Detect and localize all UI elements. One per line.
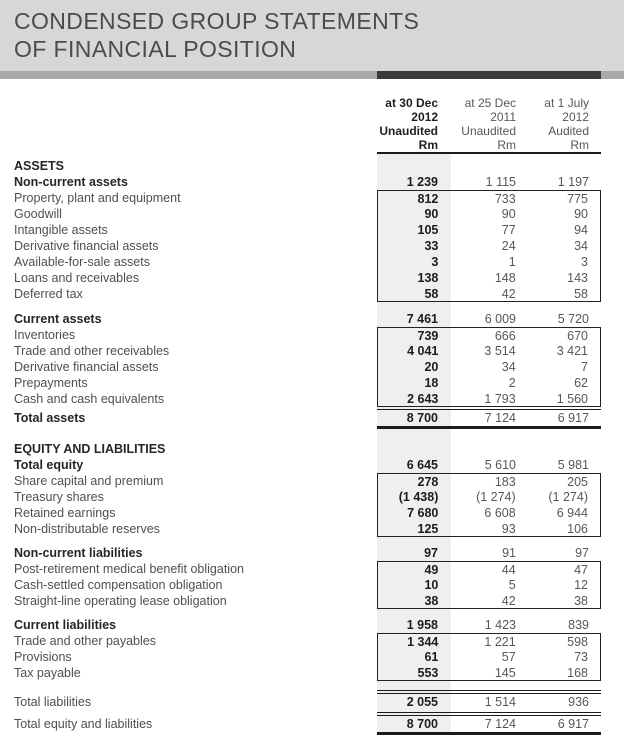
current-liabilities-group	[0, 633, 624, 681]
row-current-liabilities: Current liabilities 1 958 1 423 839	[0, 617, 624, 633]
val-col1: 18	[424, 376, 439, 390]
val-col2: 3 514	[484, 344, 516, 358]
val-col1: 8 700	[406, 717, 438, 731]
column-headers-rule	[377, 96, 601, 154]
val-col3: 6 917	[557, 717, 589, 731]
val-col2: 5	[508, 578, 516, 592]
accent-bar-gray-left	[0, 71, 377, 79]
page-title-line1: CONDENSED GROUP STATEMENTS	[14, 8, 420, 34]
val-col2: 1 221	[484, 634, 516, 649]
val-col1: 105	[417, 223, 439, 237]
val-col1: (1 438)	[398, 490, 439, 504]
val-col3: 3	[581, 255, 588, 269]
row-available-for-sale-assets: Available-for-sale assets 3 1 3	[0, 254, 624, 270]
rule-below-total-liabilities-1	[0, 712, 624, 713]
column-headers	[0, 79, 624, 154]
val-col2: 5 610	[484, 458, 516, 472]
val-col1: 553	[417, 665, 439, 680]
row-share-capital-and-premium: Share capital and premium 278 183 205	[0, 473, 624, 489]
val-col2: 44	[501, 562, 516, 577]
column-header-25dec2011: at 25 Dec 2011 Unaudited Rm	[461, 96, 516, 152]
val-col2: 42	[501, 286, 516, 301]
val-col2: 148	[494, 271, 516, 285]
row-total-liabilities: Total liabilities 2 055 1 514 936	[0, 694, 624, 710]
accent-bar-gray-right	[601, 71, 624, 79]
row-cash-and-cash-equivalents: Cash and cash equivalents 2 643 1 793 1 560	[0, 391, 624, 407]
val-col1: 33	[424, 239, 439, 253]
val-col3: 73	[574, 650, 588, 664]
val-col1: 97	[424, 546, 438, 560]
val-col3: 47	[574, 562, 588, 577]
val-col1: 58	[424, 286, 439, 301]
val-col3: 97	[575, 546, 589, 560]
row-trade-and-other-receivables: Trade and other receivables 4 041 3 514 3 421	[0, 343, 624, 359]
val-col3: 6 944	[556, 506, 588, 520]
column-header-30dec2012: at 30 Dec 2012 Unaudited Rm	[379, 96, 438, 152]
val-col1: 8 700	[406, 411, 438, 425]
val-col1: 2 643	[407, 391, 439, 406]
val-col1: 2 055	[406, 695, 438, 709]
val-col3: 1 197	[557, 175, 589, 189]
val-col1: 10	[424, 578, 439, 592]
val-col1: 49	[424, 562, 439, 577]
rule-below-total-assets	[0, 426, 624, 429]
val-col1: 812	[417, 191, 439, 206]
val-col2: 1 115	[485, 175, 516, 189]
row-non-current-liabilities: Non-current liabilities 97 91 97	[0, 545, 624, 561]
accent-bar	[0, 71, 624, 79]
val-col2: (1 274)	[476, 490, 516, 504]
val-col3: 12	[574, 578, 588, 592]
section-heading-equity-and-liabilities: EQUITY AND LIABILITIES	[14, 442, 166, 456]
val-col3: 5 981	[557, 458, 589, 472]
current-assets-group	[0, 327, 624, 407]
row-total-assets: Total assets 8 700 7 124 6 917	[0, 410, 624, 426]
val-col3: 670	[567, 328, 588, 343]
val-col3: 90	[574, 207, 588, 221]
val-col2: 57	[501, 650, 516, 664]
val-col3: 168	[567, 665, 588, 680]
row-prepayments: Prepayments 18 2 62	[0, 375, 624, 391]
val-col2: 733	[494, 191, 516, 206]
row-deferred-tax: Deferred tax 58 42 58	[0, 286, 624, 302]
val-col2: 34	[501, 360, 516, 374]
val-col2: 93	[501, 521, 516, 536]
val-col3: 38	[574, 593, 588, 608]
val-col2: 24	[501, 239, 516, 253]
rule-above-total-liabilities-1	[0, 690, 624, 691]
val-col2: 1 423	[484, 618, 516, 632]
val-col3: 839	[568, 618, 589, 632]
val-col1: 7 680	[407, 506, 439, 520]
val-col1: 3	[431, 255, 439, 269]
val-col1: 138	[417, 271, 439, 285]
row-straight-line-operating-lease-obligation: Straight-line operating lease obligation 38 42 38	[0, 593, 624, 609]
row-non-distributable-reserves: Non-distributable reserves 125 93 106	[0, 521, 624, 537]
val-col3: 143	[567, 271, 588, 285]
val-col1: 1 958	[406, 618, 438, 632]
row-cash-settled-compensation-obligation: Cash-settled compensation obligation 10 5 12	[0, 577, 624, 593]
val-col3: 598	[567, 634, 588, 649]
val-col1: 4 041	[407, 344, 439, 358]
val-col3: (1 274)	[548, 490, 588, 504]
val-col2: 42	[501, 593, 516, 608]
val-col2: 91	[502, 546, 516, 560]
val-col3: 775	[567, 191, 588, 206]
val-col2: 666	[494, 328, 516, 343]
val-col2: 90	[501, 207, 516, 221]
val-col1: 90	[424, 207, 439, 221]
val-col3: 58	[574, 286, 588, 301]
val-col2: 7 124	[484, 411, 516, 425]
equity-group	[0, 473, 624, 537]
val-col3: 3 421	[556, 344, 588, 358]
val-col3: 7	[581, 360, 588, 374]
accent-bar-dark	[377, 71, 601, 79]
val-col3: 62	[574, 376, 588, 390]
row-property-plant-equipment: Property, plant and equipment 812 733 775	[0, 190, 624, 206]
val-col1: 38	[424, 593, 439, 608]
val-col2: 1 793	[484, 391, 516, 406]
page-title-band	[0, 0, 624, 71]
val-col2: 7 124	[484, 717, 516, 731]
val-col2: 6 009	[484, 312, 516, 326]
row-post-retirement-medical-benefit-obligation: Post-retirement medical benefit obligation 49 44 47	[0, 561, 624, 577]
val-col2: 6 608	[484, 506, 516, 520]
val-col3: 936	[568, 695, 589, 709]
row-tax-payable: Tax payable 553 145 168	[0, 665, 624, 681]
val-col3: 6 917	[557, 411, 589, 425]
statement-table	[0, 79, 624, 738]
val-col2: 1 514	[484, 695, 516, 709]
val-col2: 145	[494, 665, 516, 680]
val-col1: 6 645	[406, 458, 438, 472]
row-retained-earnings: Retained earnings 7 680 6 608 6 944	[0, 505, 624, 521]
row-trade-and-other-payables: Trade and other payables 1 344 1 221 598	[0, 633, 624, 649]
val-col1: 1 239	[406, 175, 438, 189]
row-inventories: Inventories 739 666 670	[0, 327, 624, 343]
row-goodwill: Goodwill 90 90 90	[0, 206, 624, 222]
row-total-equity: Total equity 6 645 5 610 5 981	[0, 457, 624, 473]
row-current-assets: Current assets 7 461 6 009 5 720	[0, 311, 624, 327]
row-non-current-assets: Non-current assets 1 239 1 115 1 197	[0, 174, 624, 190]
val-col3: 106	[567, 521, 588, 536]
val-col2: 1	[508, 255, 516, 269]
section-heading-assets: ASSETS	[14, 159, 65, 173]
val-col3: 1 560	[556, 391, 588, 406]
val-col1: 20	[424, 360, 439, 374]
val-col2: 2	[508, 376, 516, 390]
row-derivative-financial-assets-current: Derivative financial assets 20 34 7	[0, 359, 624, 375]
val-col2: 77	[501, 223, 516, 237]
row-derivative-financial-assets: Derivative financial assets 33 24 34	[0, 238, 624, 254]
val-col1: 7 461	[406, 312, 438, 326]
val-col3: 34	[574, 239, 588, 253]
non-current-assets-group	[0, 190, 624, 302]
val-col1: 61	[424, 650, 439, 664]
row-total-equity-and-liabilities: Total equity and liabilities 8 700 7 124 6 917	[0, 716, 624, 732]
row-provisions: Provisions 61 57 73	[0, 649, 624, 665]
row-intangible-assets: Intangible assets 105 77 94	[0, 222, 624, 238]
rule-bottom	[0, 732, 624, 735]
non-current-liabilities-group	[0, 561, 624, 609]
val-col1: 125	[417, 521, 439, 536]
val-col2: 183	[494, 474, 516, 489]
row-loans-and-receivables: Loans and receivables 138 148 143	[0, 270, 624, 286]
column-header-1july2012: at 1 July 2012 Audited Rm	[544, 96, 589, 152]
val-col1: 278	[417, 474, 439, 489]
page-title-line2: OF FINANCIAL POSITION	[14, 36, 297, 62]
row-treasury-shares: Treasury shares (1 438) (1 274) (1 274)	[0, 489, 624, 505]
val-col3: 205	[567, 474, 588, 489]
val-col3: 94	[574, 223, 588, 237]
val-col1: 1 344	[407, 634, 439, 649]
val-col3: 5 720	[557, 312, 589, 326]
val-col1: 739	[417, 328, 439, 343]
